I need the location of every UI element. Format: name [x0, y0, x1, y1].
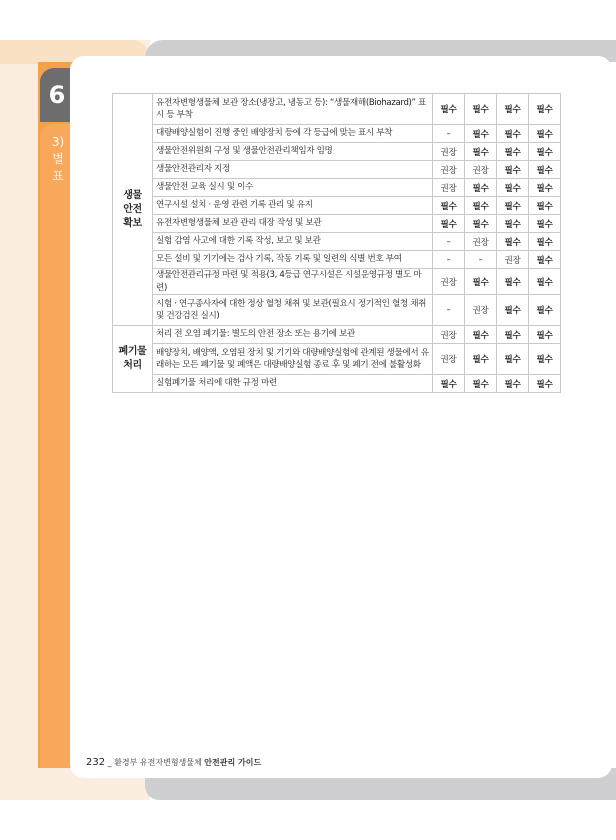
level-cell: 필수	[529, 215, 561, 233]
level-cell: 권장	[433, 179, 465, 197]
requirement-text: 실험 감염 사고에 대한 기록 작성, 보고 및 보관	[153, 233, 433, 251]
level-cell: 필수	[433, 197, 465, 215]
category-cell: 폐기물 처리	[113, 326, 153, 393]
level-cell: 필수	[497, 143, 529, 161]
level-cell: 권장	[497, 251, 529, 269]
requirement-text: 실험폐기물 처리에 대한 규정 마련	[153, 375, 433, 393]
table-row	[113, 295, 561, 326]
level-cell: 필수	[497, 269, 529, 295]
requirement-text: 생물안전관리자 지정	[153, 161, 433, 179]
table-row	[113, 233, 561, 251]
table-row	[113, 179, 561, 197]
level-cell: 필수	[529, 143, 561, 161]
level-cell: 필수	[529, 375, 561, 393]
requirement-text: 시험 · 연구종사자에 대한 정상 혈청 채취 및 보관(필요시 정기적인 혈청 채취 및 건강검진 실시)	[153, 295, 433, 326]
level-cell: 필수	[433, 375, 465, 393]
requirement-text: 생물안전위원회 구성 및 생물안전관리책임자 임명	[153, 143, 433, 161]
level-cell: 필수	[497, 375, 529, 393]
level-cell: 필수	[497, 125, 529, 143]
table-row	[113, 375, 561, 393]
level-cell: –	[433, 251, 465, 269]
requirement-text: 처리 전 오염 폐기물: 별도의 안전 장소 또는 용기에 보관	[153, 326, 433, 344]
footer-publisher: 환경부 유전자변형생물체	[114, 758, 202, 767]
level-cell: 필수	[433, 215, 465, 233]
table-row	[113, 125, 561, 143]
table-row	[113, 94, 561, 125]
level-cell: 필수	[465, 143, 497, 161]
level-cell: 필수	[529, 269, 561, 295]
requirements-table	[112, 93, 561, 393]
level-cell: 필수	[465, 94, 497, 125]
level-cell: 필수	[433, 94, 465, 125]
level-cell: 권장	[433, 143, 465, 161]
level-cell: 필수	[497, 295, 529, 326]
level-cell: 필수	[529, 94, 561, 125]
level-cell: 필수	[529, 161, 561, 179]
chapter-number-tab: 6	[40, 68, 74, 122]
level-cell: 필수	[465, 326, 497, 344]
level-cell: –	[465, 251, 497, 269]
table-row	[113, 269, 561, 295]
level-cell: 권장	[433, 161, 465, 179]
level-cell: 필수	[529, 125, 561, 143]
requirement-text: 연구시설 설치 · 운영 관련 기록 관리 및 유지	[153, 197, 433, 215]
level-cell: 필수	[465, 197, 497, 215]
category-cell: 생물 안전 확보	[113, 94, 153, 326]
level-cell: 필수	[529, 326, 561, 344]
level-cell: 필수	[497, 179, 529, 197]
level-cell: 필수	[529, 344, 561, 375]
section-label: 3) 별 표	[51, 135, 65, 183]
footer-separator: _	[107, 758, 112, 767]
table-row	[113, 251, 561, 269]
table-row	[113, 143, 561, 161]
level-cell: 필수	[465, 269, 497, 295]
requirement-text: 생물안전관리규정 마련 및 적용(3, 4등급 연구시설은 시설운영규정 별도 마련)	[153, 269, 433, 295]
level-cell: –	[433, 125, 465, 143]
page-number: 232	[86, 757, 106, 768]
requirement-text: 모든 설비 및 기기에는 검사 기록, 작동 기록 및 일련의 식별 번호 부여	[153, 251, 433, 269]
page-footer	[86, 757, 261, 768]
requirement-text: 유전자변형생물체 보관 관리 대장 작성 및 보관	[153, 215, 433, 233]
table-row	[113, 197, 561, 215]
table-row	[113, 161, 561, 179]
section-tab	[40, 124, 74, 768]
table-row	[113, 344, 561, 375]
level-cell: 필수	[497, 161, 529, 179]
level-cell: –	[433, 295, 465, 326]
level-cell: 필수	[497, 326, 529, 344]
level-cell: 필수	[529, 179, 561, 197]
table-row	[113, 326, 561, 344]
level-cell: 필수	[497, 233, 529, 251]
level-cell: –	[433, 233, 465, 251]
level-cell: 필수	[465, 375, 497, 393]
level-cell: 권장	[465, 161, 497, 179]
footer-title: 안전관리 가이드	[204, 758, 262, 767]
level-cell: 필수	[529, 197, 561, 215]
level-cell: 필수	[529, 233, 561, 251]
level-cell: 필수	[497, 197, 529, 215]
level-cell: 필수	[497, 94, 529, 125]
level-cell: 권장	[433, 326, 465, 344]
table-row	[113, 215, 561, 233]
requirement-text: 배양장치, 배양액, 오염된 장치 및 기기와 대량배양실험에 관계된 생물에서 유래하는 모든 폐기물 및 폐액은 대량배양실험 종료 후 및 폐기 전에 불활성화	[153, 344, 433, 375]
level-cell: 필수	[529, 251, 561, 269]
level-cell: 권장	[465, 295, 497, 326]
requirement-text: 유전자변형생물체 보관 장소(냉장고, 냉동고 등): “생물재해(Biohazard)” 표시 등 부착	[153, 94, 433, 125]
level-cell: 권장	[433, 269, 465, 295]
level-cell: 필수	[465, 344, 497, 375]
requirement-text: 생물안전 교육 실시 및 이수	[153, 179, 433, 197]
level-cell: 권장	[465, 233, 497, 251]
level-cell: 필수	[497, 344, 529, 375]
level-cell: 권장	[433, 344, 465, 375]
level-cell: 필수	[529, 295, 561, 326]
level-cell: 필수	[465, 215, 497, 233]
level-cell: 필수	[465, 179, 497, 197]
requirement-text: 대량배양실험이 진행 중인 배양장치 등에 각 등급에 맞는 표시 부착	[153, 125, 433, 143]
level-cell: 필수	[497, 215, 529, 233]
level-cell: 필수	[465, 125, 497, 143]
